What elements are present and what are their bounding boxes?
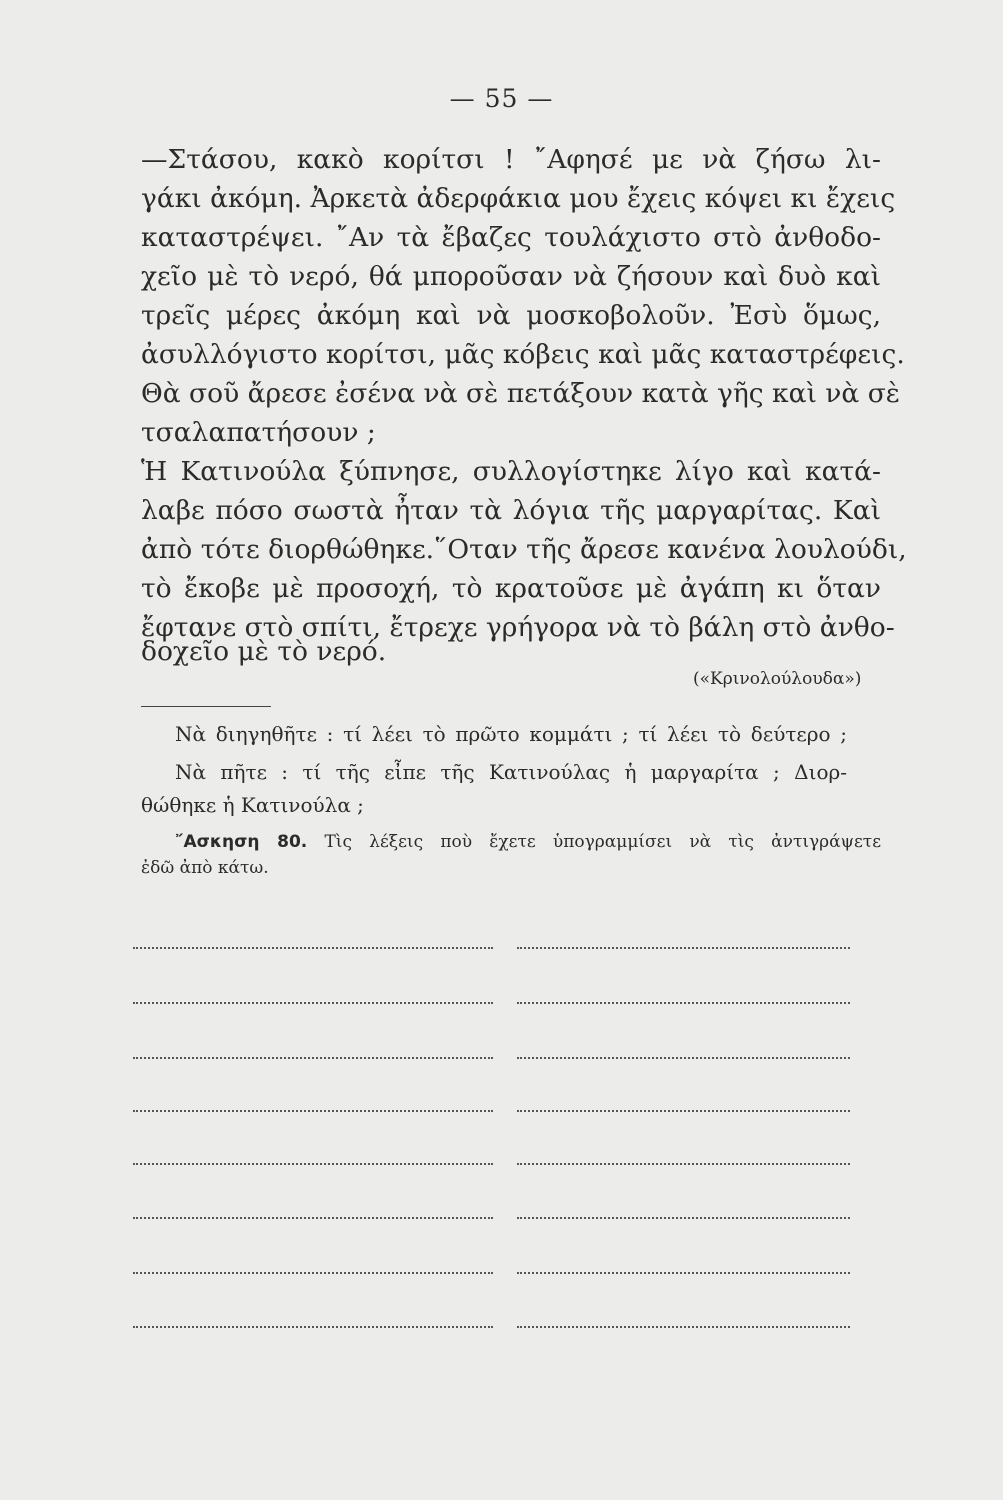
writing-line[interactable]	[517, 1002, 850, 1004]
text-line: καταστρέψει. ῎Αν τὰ ἔβαζες τουλάχιστο στὸ ἀνθοδο-	[141, 222, 881, 253]
exercise-line	[141, 834, 881, 851]
source-citation: («Κρινολούλουδα»)	[693, 669, 862, 689]
writing-line[interactable]	[133, 1326, 493, 1328]
writing-line[interactable]	[133, 1057, 493, 1059]
writing-line[interactable]	[133, 1163, 493, 1165]
text-line: ἔφτανε στὸ σπίτι, ἔτρεχε γρήγορα νὰ τὸ βάλη στὸ ἀνθο-	[141, 612, 895, 643]
text-line: ἀσυλλόγιστο κορίτσι, μᾶς κόβεις καὶ μᾶς καταστρέφεις.	[141, 339, 905, 370]
question-line: Νὰ πῆτε : τί τῆς εἶπε τῆς Κατινούλας ἡ μαργαρίτα ; Διορ-	[175, 760, 847, 784]
text-line: τὸ ἔκοβε μὲ προσοχή, τὸ κρατοῦσε μὲ ἀγάπη κι ὅταν	[141, 573, 881, 604]
writing-line[interactable]	[133, 1110, 493, 1112]
text-line: χεῖο μὲ τὸ νερό, θά μποροῦσαν νὰ ζήσουν καὶ δυὸ καὶ	[141, 261, 881, 292]
text-line: —Στάσου, κακὸ κορίτσι ! ῎Αφησέ με νὰ ζήσω λι-	[141, 144, 881, 175]
page-number: — 55 —	[449, 84, 554, 113]
writing-line[interactable]	[133, 1002, 493, 1004]
text-line: Ἡ Κατινούλα ξύπνησε, συλλογίστηκε λίγο καὶ κατά-	[141, 456, 881, 487]
question-line: Νὰ διηγηθῆτε : τί λέει τὸ πρῶτο κομμάτι ; τί λέει τὸ δεύτερο ;	[175, 722, 847, 746]
writing-line[interactable]	[517, 947, 850, 949]
exercise-line: ἐδῶ ἀπὸ κάτω.	[141, 858, 269, 878]
writing-line[interactable]	[517, 1326, 850, 1328]
exercise-instruction: Τὶς λέξεις ποὺ ἔχετε ὑπογραμμίσει νὰ τὶς ἀντιγράψετε	[324, 832, 881, 852]
writing-line[interactable]	[517, 1110, 850, 1112]
writing-line[interactable]	[133, 1272, 493, 1274]
text-line: ἀπὸ τότε διορθώθηκε.῞Οταν τῆς ἄρεσε κανένα λουλούδι,	[141, 534, 907, 565]
writing-line[interactable]	[517, 1272, 850, 1274]
writing-line[interactable]	[133, 947, 493, 949]
question-line: θώθηκε ἡ Κατινούλα ;	[141, 793, 364, 817]
text-line: δοχεῖο μὲ τὸ νερό.	[141, 636, 387, 667]
writing-line[interactable]	[517, 1057, 850, 1059]
writing-line[interactable]	[517, 1217, 850, 1219]
separator-rule	[141, 706, 271, 707]
text-line: τσαλαπατήσουν ;	[141, 417, 376, 448]
text-line: λαβε πόσο σωστὰ ἦταν τὰ λόγια τῆς μαργαρίτας. Καὶ	[141, 495, 881, 526]
text-line: τρεῖς μέρες ἀκόμη καὶ νὰ μοσκοβολοῦν. Ἐσὺ ὅμως,	[141, 300, 881, 331]
exercise-label: ῎Ασκηση 80.	[175, 832, 308, 852]
text-line: γάκι ἀκόμη. Ἀρκετὰ ἀδερφάκια μου ἔχεις κόψει κι ἔχεις	[141, 183, 896, 214]
writing-line[interactable]	[517, 1163, 850, 1165]
text-line: Θὰ σοῦ ἄρεσε ἐσένα νὰ σὲ πετάξουν κατὰ γῆς καὶ νὰ σὲ	[141, 378, 901, 409]
writing-line[interactable]	[133, 1217, 493, 1219]
